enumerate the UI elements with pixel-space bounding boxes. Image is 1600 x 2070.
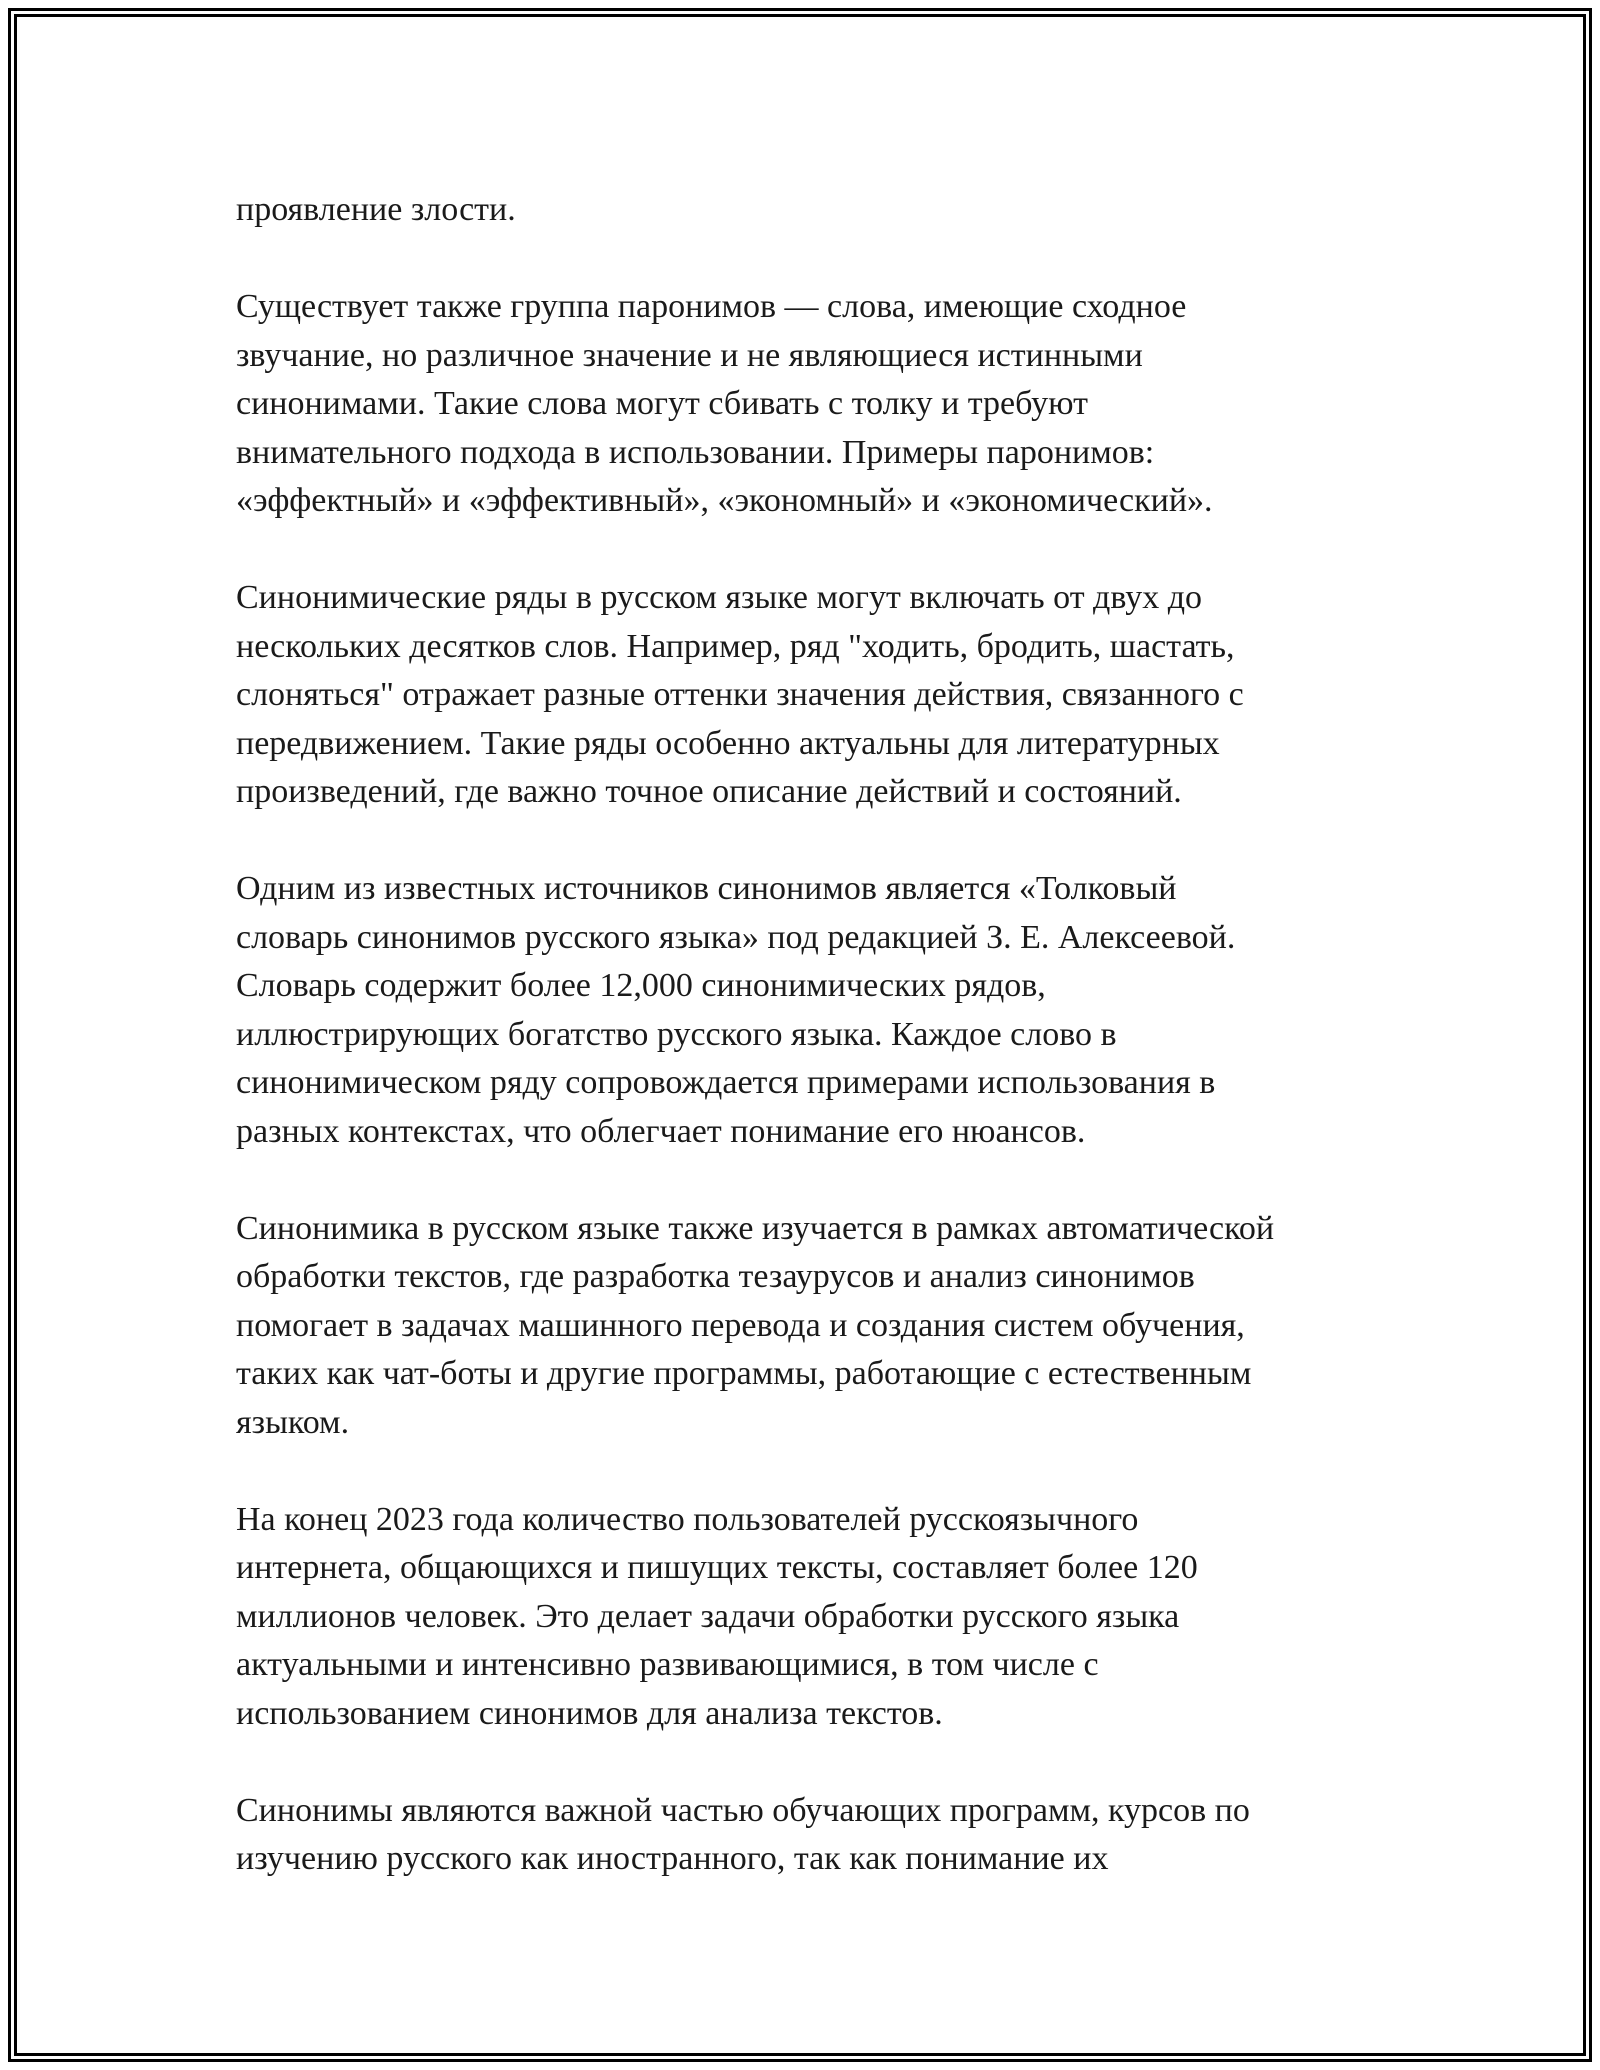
paragraph: На конец 2023 года количество пользователей русскоязычного интернета, общающихся и пишущих тексты, составляет более 120 миллионов человек. Это делает задачи обработки русского языка актуальными и интенсивно развивающимися, в том числе с использованием синонимов для анализа текстов.: [236, 1500, 1198, 1732]
paragraph: Синонимы являются важной частью обучающих программ, курсов по изучению русского как иностранного, так как понимание их: [236, 1791, 1250, 1877]
paragraph: проявление злости.: [236, 191, 516, 228]
paragraph: Синонимические ряды в русском языке могут включать от двух до нескольких десятков слов. Например, ряд "ходить, бродить, шастать, слоняться" отражает разные оттенки значения действия, связанного с передвижением. Такие ряды особенно актуальны для литературных произведений, где важно точное описание действий и состояний.: [236, 579, 1244, 810]
paragraph: Существует также группа паронимов — слова, имеющие сходное звучание, но различное значение и не являющиеся истинными синонимами. Такие слова могут сбивать с толку и требуют внимательного подхода в использовании. Примеры паронимов: «эффектный» и «эффективный», «экономный» и «экономический».: [236, 288, 1213, 519]
paragraph: Синонимика в русском языке также изучается в рамках автоматической обработки текстов, где разработка тезаурусов и анализ синонимов помогает в задачах машинного перевода и создания систем обучения, таких как чат-боты и другие программы, работающие с естественным языком.: [236, 1209, 1275, 1441]
paragraph: Одним из известных источников синонимов является «Толковый словарь синонимов русского языка» под редакцией З. Е. Алексеевой. Словарь содержит более 12,000 синонимических рядов, иллюстрирующих богатство русского языка. Каждое слово в синонимическом ряду сопровождается примерами использования в разных контекстах, что облегчает понимание его нюансов.: [236, 870, 1236, 1150]
document-body: [236, 186, 1416, 1884]
